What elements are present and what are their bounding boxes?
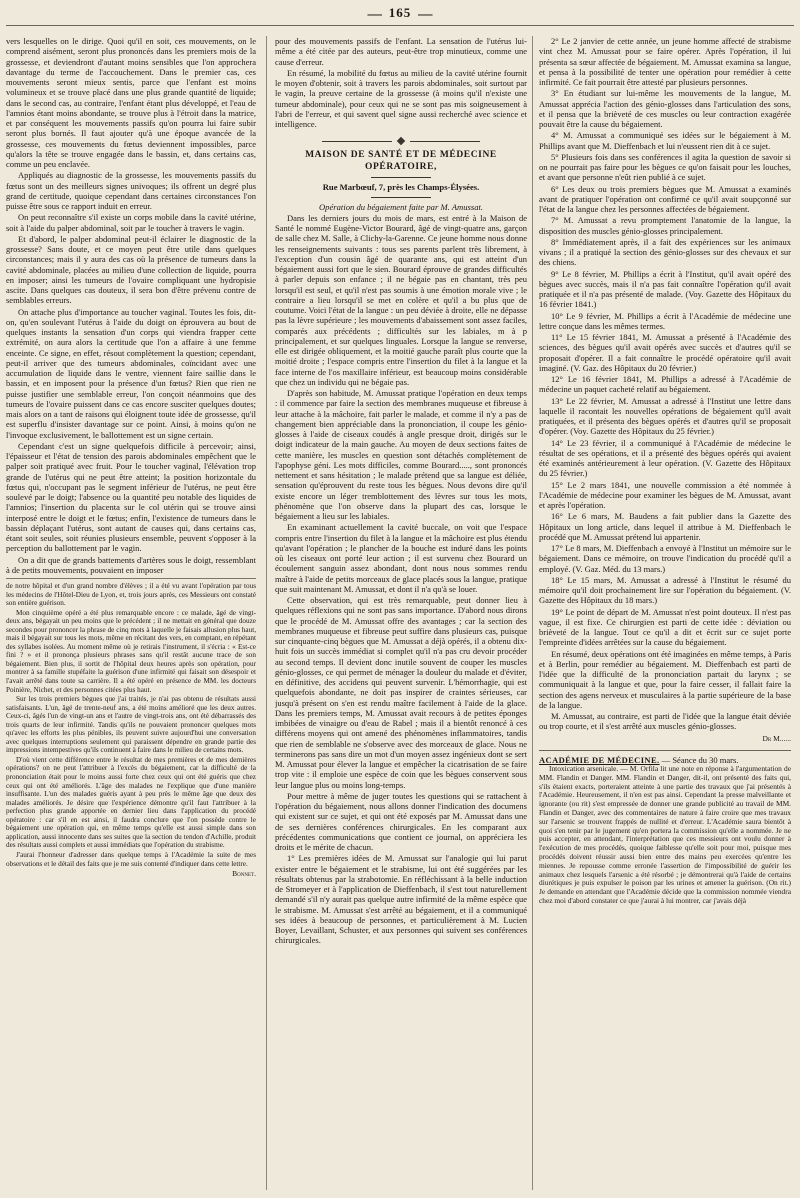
col3-paragraph: 14° Le 23 février, il a communiqué à l'Académie de médecine le résultat de ses opérations, et il a présenté des bègues opérés qui avaient été examinés antérieurement à leur opération. (V. Gazette des Hôpitaux du 25 février.)	[539, 437, 791, 479]
academy-section-heading	[539, 750, 791, 765]
column-3	[539, 36, 791, 1190]
col1-paragraph: vers lesquelles on le dirige. Quoi qu'il en soit, ces mouvements, on le comprend aisément, seront plus prononcés dans les premiers mois de la grossesse, et deviendront d'autant moins sensibles que l'on approchera davantage du terme de l'accouchement. Dans le premier cas, ces mouvements seront mieux sentis, parce que l'enfant est moins volumineux et se trouve placé dans une plus grande quantité de liquide; dans le second cas, au contraire, l'enfant étant plus développé, et l'eau de l'amnios étant moins abondante, se trouve plus à l'étroit dans la matrice, et par conséquent les mouvements passifs qu'on pourra lui faire subir seront plus bornés. Il faut ajouter qu'à une époque avancée de la grossesse, ces mouvements du fœtus deviennent impossibles, parce qu'alors la tête se trouve engagée dans le bassin, et, dans certains cas, comme un peu enclavée.	[6, 36, 256, 169]
col3-paragraph: 19° Le point de départ de M. Amussat n'est point douteux. Il n'est pas vague, il est fixe. Ce chirurgien est parti de cette idée : déviation ou brièveté de la langue. Tout ce qu'il a dit et écrit sur ce sujet porte l'empreinte d'idées arrêtées sur la cause du bégaiement.	[539, 606, 791, 648]
col3-paragraph: 8° Immédiatement après, il a fait des expériences sur les animaux vivans ; il a pratiqué la section des génio-glosses sur des chevaux et sur des chiens.	[539, 236, 791, 268]
col3-paragraph: En résumé, deux opérations ont été imaginées en même temps, à Paris et à Berlin, pour remédier au bégaiement. M. Dieffenbach est parti de l'idée que la difficulté de la prononciation partait du larynx ; se communiquait à la langue et que, pour la faire cesser, il fallait faire la section des agens nerveux et musculaires à la partie supérieure de la base de la langue.	[539, 648, 791, 710]
col1-paragraph: Appliqués au diagnostic de la grossesse, les mouvements passifs du fœtus sont un des meilleurs signes univoques; ils offrent un degré plus grand de certitude, quoique cependant dans certaines circonstances l'on puisse être sous ce rapport induit en erreur.	[6, 170, 256, 211]
col3-paragraph: 7° M. Amussat a revu promptement l'anatomie de la langue, la disposition des muscles génio-glosses principalement.	[539, 215, 791, 236]
article-address: Rue Marbœuf, 7, près les Champs-Élysées.	[322, 182, 480, 193]
article-subtitle: Opération du bégaiement faite par M. Amussat.	[318, 201, 484, 212]
col3-paragraph: 10° Le 9 février, M. Phillips a écrit à l'Académie de médecine une lettre conçue dans les mêmes termes.	[539, 310, 791, 331]
column-2	[275, 36, 527, 1190]
col1-small-paragraph: de notre hôpital et d'un grand nombre d'élèves ; il a été vu avant l'opération par tous les médecins de l'Hôtel-Dieu de Lyon, et, trois jours après, ces Messieurs ont constaté son entière guérison.	[6, 582, 256, 608]
col3-small-paragraph: Intoxication arsenicale. — M. Orfila lit une note en réponse à l'argumentation de MM. Flandin et Danger. MM. Flandin et Danger, dit-il, ont présenté des faits qui, s'ils étaient exacts, porteraient atteinte à une partie des travaux que j'ai présentés à l'Académie. Heureusement, il n'en est pas ainsi. Cependant la presse malveillante et ignorante (ou rit) s'est empressée de donner une grande publicité au travail de MM. Flandin et Danger, avec des commentaires de nature à faire croire que mes travaux sur l'arsenic se trouvent frappés de nullité et d'erreur. L'Académie saura bientôt à quoi s'en tenir par le jugement qu'en portera la commission qu'elle a nommée. Je ne puis accepter, en attendant, l'interprétation que ces messieurs ont voulu donner à l'exécution de mes procédés, quoique faiblesse qu'elle soit pour moi, puisque mes procédés doivent réussir aussi bien entre des mains peu exercées qu'entre les miennes. Je repousse comme erronée l'assertion de l'impossibilité de guérir les animaux chez lesquels l'arsenic a été résorbé ; je démontrerai qu'à l'aide de certains diurétiques je puis expulser le poison par les urines et amener la guérison. (On rit.) Je demande en attendant que l'Académie décide que la commission nommée viendra chez moi d'abord constater ce que j'aurai à lui montrer, car j'avais déjà	[539, 764, 791, 905]
col3-paragraph: 2° Le 2 janvier de cette année, un jeune homme affecté de strabisme vint chez M. Amussat pour se faire opérer. Après l'opération, il lui présenta sa sœur affectée de bégaiement. M. Amussat examina sa langue, et pensa à la possibilité de tenter une opération pour remédier à cette infirmité. Ce fait pourrait être attesté par plusieurs personnes.	[539, 36, 791, 87]
col3-paragraph: M. Amussat, au contraire, est parti de l'idée que la langue était déviée ou trop courte, et il s'est arrêté aux muscles génio-glosses.	[539, 711, 791, 732]
col3-paragraph: 3° En étudiant sur lui-même les mouvements de la langue, M. Amussat apprécia l'action des génio-glosses dans l'articulation des sons, et il pensa que la brièveté de ces muscles ou leur contraction exagérée pouvait être la cause du bégaiement.	[539, 88, 791, 129]
column-rule-1	[266, 36, 267, 1190]
col1-small-paragraph: Mon cinquième opéré a été plus remarquable encore : ce malade, âgé de vingt-deux ans, bégayait un peu moins que le précédent ; il ne mettait en général que douze secondes pour prononcer la phrase de cinq mots à laquelle je faisais allusion plus haut, mais il bégayait sur tous les mots, même en récitant des vers, en comptant, en répétant des syllabes isolées. Au moment même où je retirais l'instrument, il s'écria : « Est-ce fini ? » et il prononça plusieurs phrases sans qu'il restât aucune trace de son bégaiement. Bien plus, il sortit de l'hôpital deux heures après son opération, pour montrer à sa famille stupéfaite la guérison d'une infirmité qui faisait son désespoir et l'avait arrêté dans toute sa carrière. Il a été opéré en présence de MM. les docteurs Poinière, Nichet, et des personnes citées plus haut.	[6, 608, 256, 694]
col1-paragraph: Cependant c'est un signe quelquefois difficile à percevoir; ainsi, l'épaisseur et l'état de tension des parois abdominales empêchent que le palper soit pratiqué avec fruit. Pour le toucher vaginal, l'élévation trop grande de l'utérus qui ne peut être atteint; la position horizontale du fœtus qui, n'occupant pas le segment inférieur de l'utérus, ne peut être soulevé par le doigt; l'absence ou la quantité peu notable des liquides de l'amnios; l'insertion du placenta sur le col utérin qui se trouve ainsi interposé entre le doigt et le fœtus; enfin, l'existence de tumeurs dans le bassin déplaçant l'utérus, sont autant de causes qui, dans certains cas, étant soit seules, soit réunies plusieurs ensemble, peuvent s'opposer à la perception du ballottement par le vagin.	[6, 440, 256, 554]
academy-section	[539, 765, 791, 906]
col1-paragraph: On peut reconnaître s'il existe un corps mobile dans la cavité utérine, soit à l'aide du palper abdominal, soit par le toucher à travers le vagin.	[6, 212, 256, 233]
col3-paragraph: 17° Le 8 mars, M. Dieffenbach a envoyé à l'Institut un mémoire sur le bégaiement. Dans ce mémoire, on trouve l'indication du procédé qu'il a employé. (V. Gaz. Méd. du 13 mars.)	[539, 543, 791, 574]
header-dash-left: —	[366, 3, 383, 23]
header-rule	[6, 25, 794, 26]
col1-letter-section	[6, 578, 256, 879]
page-header	[0, 0, 800, 26]
academy-date: — Séance du 30 mars.	[661, 754, 739, 765]
col3-paragraph: 9° Le 8 février, M. Phillips a écrit à l'Institut, qu'il avait opéré des bègues avec succès, mais il n'a pas fait connaître l'opération qu'il avait pratiquée et il n'a pas présenté de malade. (Voy. Gazette des Hôpitaux du 16 février 1841.)	[539, 268, 791, 310]
col3-paragraph: 16° Le 6 mars, M. Baudens a fait publier dans la Gazette des Hôpitaux un long article, dans lequel il attribue à M. Dieffenbach le procédé que M. Amussat prétend lui appartenir.	[539, 511, 791, 542]
address-rule	[371, 197, 431, 198]
col3-signature: Dr M......	[762, 733, 791, 743]
header-dash-right: —	[417, 3, 434, 23]
col3-paragraph: 4° M. Amussat a communiqué ses idées sur le bégaiement à M. Phillips avant que M. Dieffenbach et lui n'eussent rien dit à ce sujet.	[539, 130, 791, 151]
col3-paragraph: 11° Le 15 février 1841, M. Amussat a présenté à l'Académie des sciences, des bègues qu'il avait opérés avec succès et d'autres qu'il se proposait d'opérer. Il a fait connaître le procédé opératoire qu'il avait imaginé. (V. Gaz. des Hôpitaux du 20 février.)	[539, 332, 791, 373]
col3-paragraph: 12° Le 16 février 1841, M. Phillips a adressé à l'Académie de médecine un paquet cacheté relatif au bégaiement.	[539, 374, 791, 395]
col2-paragraph: Cette observation, qui est très remarquable, peut donner lieu à quelques réflexions qui ne sont pas sans importance. D'abord nous dirons que le procédé de M. Amussat offre des avantages ; car la section des membranes muqueuse et fibreuse peut suffire dans plusieurs cas, puisque sur cinquante-cinq bègues que M. Amussat a déjà opérés, il a obtenu dix-huit fois un succès immédiat si complet qu'il n'a pas cru devoir procéder au second temps. Il devient donc inutile souvent de couper les muscles génio-glosses, ce qui permet de ménager la douleur du malade et d'éviter, en définitive, des accidens qui peuvent survenir. L'hémorrhagie, qui est quelquefois abondante, ne doit pas inspirer de craintes sérieuses, car jusqu'à présent on s'en est rendu maître facilement à l'aide de la glace. Dans les premiers temps, M. Amussat avait recours à de petites éponges imbibées de vinaigre ou d'eau de Rabel ; mais il a bientôt renoncé à ces différens moyens qui ont amené des phénomènes inflammatoires, tandis que rien de semblable ne s'observe avec des morceaux de glace. Nous ne terminerons pas sans dire un mot d'un moyen assez ingénieux dont se sert M. Amussat pour élever la langue et empêcher la cicatrisation de se faire trop vite : il emploie une espèce de coin que les bègues conservent sous leur langue plus ou moins long-temps.	[275, 595, 527, 790]
col3-paragraph: 6° Les deux ou trois premiers bègues que M. Amussat a examinés avant de pratiquer l'opération ont confirmé ce qu'il avait soupçonné sur l'état de la langue chez les personnes affectées de bégaiement.	[539, 183, 791, 214]
col2-intro: pour des mouvements passifs de l'enfant. La sensation de l'utérus lui-même a été citée par des auteurs, peut-être trop minutieux, comme une cause d'erreur.	[275, 36, 527, 67]
article-title: MAISON DE SANTÉ ET DE MÉDECINE OPÉRATOIRE,	[305, 150, 497, 173]
col1-small-paragraph: Sur les trois premiers bègues que j'ai traités, je n'ai pas obtenu de résultats aussi satisfaisants. L'un, âgé de trente-neuf ans, a été moins amélioré que les deux autres. Ceux-ci, âgés l'un de vingt-un ans et l'autre de vingt-trois ans, ont été débarrassés des trois quarts de leur infirmité. Tandis qu'ils ne pouvaient prononcer quelques mots qu'avec les efforts les plus pénibles, ils peuvent suivre aujourd'hui une conversation avec quelques interruptions seulement qui paraissent dépendre en grande partie des impressions intempestives qu'ils continuent à faire dans le milieu de certains mots.	[6, 695, 256, 755]
col2-paragraph: 1° Les premières idées de M. Amussat sur l'analogie qui lui parut exister entre le bégaiement et le strabisme, lui ont été suggérées par les résultats obtenus par la strabotomie. En réfléchissant à la belle induction de Stromeyer et à l'application de Dieffenbach, il s'est tout naturellement demandé s'il n'y aurait pas quelque autre infirmité de la même espèce que le strabisme. M. Amussat s'est arrêté au bégaiement, et il a communiqué ses idées à beaucoup de personnes, et particulièrement à M. Lucien Boyer, Levaillant, Schuster, et aux personnes qui suivent ses conférences chirurgicales.	[275, 853, 527, 946]
col1-small-paragraph: D'où vient cette différence entre le résultat de mes premières et de mes dernières opérations? on ne peut l'attribuer à l'excès du bégaiement, car la difficulté de la prononciation était pour le moins aussi forte chez ceux qui ont été guéris que chez ceux qui ont été améliorés. L'âge des malades ne l'explique que d'une manière insuffisante. L'un des malades guéris ayant à peu près le même âge que deux des malades améliorés. Je désire que l'expérience démontre qu'il faut l'attribuer à la perfection plus grande apportée en dernier lieu dans l'application du procédé opératoire : car s'il en est ainsi, il faudra conclure que l'on possède contre le bégaiement une opération qui, en même temps qu'elle est aussi simple dans son application, aussi innocente dans ses suites que la section du tendon d'Achille, produit des résultats aussi complets et aussi immédiats que l'opération du strabisme.	[6, 755, 256, 850]
page-number: 165	[388, 5, 412, 20]
col2-paragraph: En examinant actuellement la cavité buccale, on voit que l'espace compris entre l'insertion du filet à la langue et la mâchoire est plus étendu qu'avant l'opération ; le plancher de la bouche est induré dans les points où les ciseaux ont porté leur action ; il est survenu chez Bourard un écoulement sanguin assez abondant, dont nous nous sommes rendu maître à l'aide de petits morceaux de glace placés sous la langue, pratique que suit maintenant M. Amussat, et dont il n'a qu'à se louer.	[275, 522, 527, 594]
column-rule-2	[532, 36, 533, 1190]
col3-paragraph: 5° Plusieurs fois dans ses conférences il agita la question de savoir si on ne pourrait pas faire pour les bègues ce qu'on faisait pour les louches, et avant que personne n'eût rien publié à ce sujet.	[539, 151, 791, 183]
col2-paragraph: Dans les derniers jours du mois de mars, est entré à la Maison de Santé le nommé Eugène-Victor Bourard, âgé de vingt-quatre ans, garçon de salle chez M. Salle, à Clichy-la-Garenne. Ce jeune homme nous donne les renseignements suivants : tous ses parents parlent très librement, à l'exception d'un cousin âgé de quarante ans, qui est atteint d'un bégaiement aussi fort que le sien. Bourard éprouve de grandes difficultés à parler depuis son enfance ; il ne bégaie pas en chantant, très peu lorsqu'il est seul, et qu'il n'est pas soumis à une émotion morale vive ; le contraire a lieu lorsqu'il se met en colère et qu'il a bu plus que de coutume. Voici l'état de la langue : un peu déviée à droite, elle ne dépasse pas la lèvre supérieure ; les mouvements d'abaissement sont assez faciles, comparés aux précédents ; difficultés sur les labiales, m à p principalement, et sur quelques linguales. Lorsque la langue se renverse, elle est dirigée obliquement, et la moitié gauche paraît plus courte que la moitié droite ; l'espace compris entre l'insertion du filet à la langue et la face interne de l'os maxillaire inférieur, est beaucoup moins considérable que chez un individu qui ne bégaie pas.	[275, 212, 527, 387]
col1-paragraph: Et d'abord, le palper abdominal peut-il éclairer le diagnostic de la grossesse? Sans doute, et ce moyen peut être utile dans quelques circonstances; mais il y aura des cas où la présence de tumeurs dans la cavité abdominale, placées au milieu d'une collection de liquide, pourra en imposer; ainsi les tumeurs de l'ovaire compliquant une hydropisie ascite. Dans quelques cas douteux, il sera bon d'être prévenu contre de semblables erreurs.	[6, 233, 256, 306]
academy-label: ACADÉMIE DE MÉDECINE.	[539, 754, 660, 765]
col3-paragraph: 18° Le 15 mars, M. Amussat a adressé à l'Institut le résumé du mémoire qu'il doit prochainement lire sur l'opération du bégaiement. (V. Gazette des Hôpitaux du 18 mars.)	[539, 574, 791, 606]
col1-paragraph: On attache plus d'importance au toucher vaginal. Toutes les fois, dit-on, qu'en soulevant l'utérus à l'aide du doigt on éprouvera au bout de quelques instants la sensation d'un corps qui viendra frapper cette extrémité, on aura alors la certitude que l'on a affaire à une femme enceinte. Ce signe, en effet, résout complètement la question; cependant, peut-il arriver que des tumeurs abdominales, coïncidant avec une accumulation de liquide dans le ventre, viennent faire saillie dans le bassin, et en imposent pour la présence d'un fœtus? Rien que rien ne puisse justifier une semblable erreur, l'on conçoit néanmoins que des tumeurs de l'ovaire puissent dans ce cas encore susciter quelques doutes; mais alors on a tant de raisons qui éloignent toute idée de grossesse, qu'il est superflu d'insister davantage sur ce point. Ainsi, à moins qu'on ne l'invoque exclusivement, le ballottement est un signe certain.	[6, 306, 256, 440]
col2-paragraph: D'après son habitude, M. Amussat pratique l'opération en deux temps : il commence par faire la section des membranes muqueuse et fibreuse à leur attache à la mâchoire, fait parler le malade, et comme il n'y a pas de changement bien appréciable dans la prononciation, il coupe les génio-glosses à l'aide de ciseaux coudés à angle presque droit, dirigés sur le doigt indicateur de la main gauche. Au moyen de deux sections faites de cette manière, les muscles en question sont détachés complètement de l'apophyse géni. Les mots difficiles, comme Bourard....., sont prononcés nettement et sans hésitation ; le malade prétend que sa langue est déliée, sensation qu'éprouvent du reste tous les bègues. Nous devons dire qu'il existe encore un léger tremblottement des lèvres sur tous les mots, phénomène que l'on observe dans la plupart des cas, lorsque le bégaiement a lieu sur les labiales.	[275, 388, 527, 521]
column-1	[6, 36, 256, 1190]
col1-signature: Bonnet.	[232, 869, 256, 879]
col2-paragraph: Pour mettre à même de juger toutes les questions qui se rattachent à l'opération du bégaiement, nous allons donner l'indication des documens qui existent sur ce sujet, et qui ont été exposés par M. Amussat dans une de ses dernières conférences chirurgicales. En les comparant aux précédentes communications que contient ce journal, on appréciera les droits et le mérite de chacun.	[275, 790, 527, 852]
col2-intro-2: En résumé, la mobilité du fœtus au milieu de la cavité utérine fournit le moyen d'obtenir, soit à travers les parois abdominales, soit surtout par le vagin, la preuve certaine de la grossesse (à moins qu'il n'existe une tumeur abdominale), pour ceux qui ne se sont pas mis soigneusement à l'abri de l'erreur, et qui savent quel signe aussi recherché avec science et intelligence.	[275, 67, 527, 129]
title-rule	[371, 177, 431, 178]
col1-small-paragraph: J'aurai l'honneur d'adresser dans quelque temps à l'Académie la suite de mes observations et le détail des faits que je me suis contenté d'indiquer dans cette lettre.	[6, 850, 256, 868]
col3-paragraph: 15° Le 2 mars 1841, une nouvelle commission a été nommée à l'Académie de médecine pour examiner les bègues de M. Amussat, avant et après l'opération.	[539, 479, 791, 510]
section-ornament	[275, 135, 527, 145]
col1-paragraph: On a dit que de grands battements d'artères sous le doigt, ressemblant à de petits mouvements, pouvaient en imposer	[6, 554, 256, 575]
col3-paragraph: 13° Le 22 février, M. Amussat a adressé à l'Institut une lettre dans laquelle il racontait les nouvelles opérations de bégaiement qu'il avait pratiquées, et il présenta des bègues opérés et d'autres qu'il se proposait d'opérer. (Voy. Gazette des Hôpitaux du 25 février.)	[539, 395, 791, 437]
